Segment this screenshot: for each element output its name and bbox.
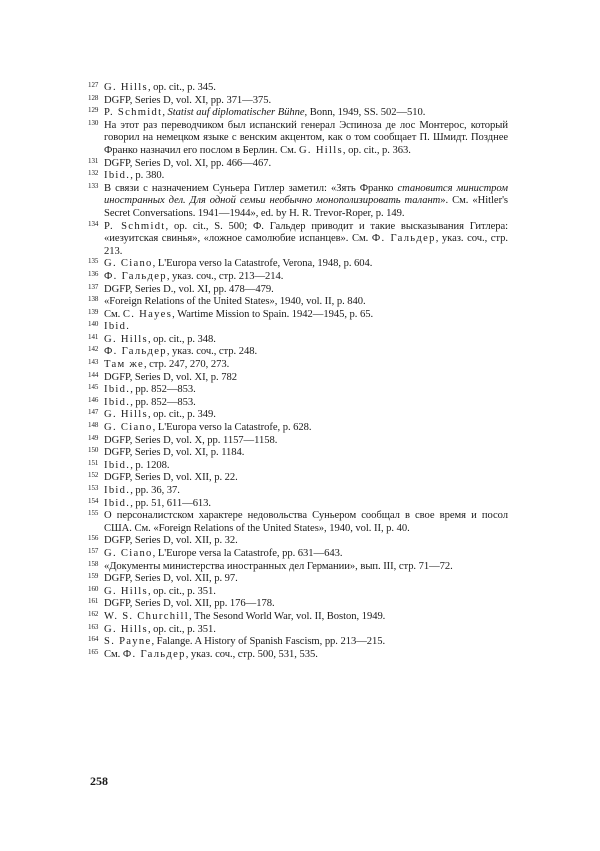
- footnote: [88, 548, 508, 561]
- author-name: G. Hills: [104, 82, 148, 93]
- footnote-number: 154: [88, 496, 99, 505]
- author-name: G. Ciano: [104, 547, 153, 559]
- italic-text: становится министром иностранных дел. Для одной семьи необычно монополизировать талант: [104, 182, 508, 207]
- text-run: «Foreign Relations of the United States», 1940, vol. II, p. 840.: [104, 296, 366, 308]
- footnote-number: 133: [88, 181, 99, 190]
- text-run: , указ. соч., стр. 213—214.: [166, 270, 284, 282]
- author-name: Ibid.: [104, 384, 131, 396]
- footnote: [88, 586, 508, 599]
- text-run: , L'Europa verso la Catastrofe, Verona, 1948, p. 604.: [152, 258, 373, 270]
- footnote: [88, 321, 508, 334]
- footnote: [88, 535, 508, 548]
- footnote-text: [104, 510, 508, 534]
- text-run: , Falange. A History of Spanish Fascism, pp. 213—215.: [151, 636, 386, 648]
- footnote-number: 162: [88, 609, 99, 618]
- author-name: G. Hills: [104, 333, 148, 345]
- text-run: См.: [104, 648, 123, 660]
- footnote: [88, 170, 508, 183]
- italic-text: Statist auf diplomatischer Bühne: [167, 107, 305, 119]
- text-run: , p. 380.: [130, 170, 165, 182]
- footnote: [88, 346, 508, 359]
- footnote-number: 143: [88, 358, 99, 367]
- footnote-text: [104, 422, 311, 433]
- footnote-number: 160: [88, 584, 99, 593]
- footnote-number: 147: [88, 408, 99, 417]
- footnote-text: [104, 82, 216, 93]
- text-run: DGFP, Series D, vol. XII, pp. 176—178.: [104, 598, 275, 610]
- author-name: Ф. Гальдер: [122, 648, 186, 660]
- author-name: Ibid.: [104, 497, 131, 509]
- footnote: [88, 561, 508, 574]
- footnote-text: [104, 372, 237, 383]
- footnote-number: 131: [88, 156, 99, 165]
- text-run: DGFP, Series D, vol. XI, p. 1184.: [104, 447, 245, 459]
- text-run: DGFP, Series D, vol. XI, pp. 466—467.: [104, 157, 272, 169]
- author-name: W. S. Churchill: [104, 610, 190, 622]
- footnote-text: [104, 598, 275, 609]
- footnote-number: 157: [88, 546, 99, 555]
- footnote-number: 163: [88, 622, 99, 631]
- footnote: [88, 82, 508, 95]
- footnote: [88, 258, 508, 271]
- footnote-text: [104, 384, 196, 395]
- footnote: [88, 435, 508, 448]
- footnote-number: 144: [88, 370, 99, 379]
- footnote: [88, 221, 508, 259]
- footnote: [88, 460, 508, 473]
- text-run: , op. cit., p. 345.: [147, 82, 216, 93]
- footnote-number: 140: [88, 320, 99, 329]
- text-run: , op. cit., p. 363.: [342, 144, 411, 156]
- footnote-text: [104, 258, 372, 269]
- footnote: [88, 498, 508, 511]
- footnote: [88, 107, 508, 120]
- text-run: , op. cit., p. 349.: [147, 409, 216, 421]
- footnote: [88, 120, 508, 158]
- text-run: , Wartime Mission to Spain. 1942—1945, p. 65.: [172, 308, 374, 320]
- footnote-number: 161: [88, 597, 99, 606]
- footnote-text: [104, 409, 216, 420]
- footnote-number: 145: [88, 383, 99, 392]
- text-run: , pp. 852—853.: [130, 396, 196, 408]
- footnote-number: 141: [88, 332, 99, 341]
- author-name: C. Hayes: [122, 308, 173, 320]
- footnote-number: 153: [88, 484, 99, 492]
- author-name: G. Ciano: [104, 422, 153, 434]
- footnote: [88, 384, 508, 397]
- author-name: S. Payne: [104, 636, 152, 648]
- text-run: DGFP, Series D, vol. XI, pp. 371—375.: [104, 94, 272, 106]
- footnote-number: 159: [88, 572, 99, 581]
- page-number: 258: [90, 774, 108, 788]
- footnote-number: 148: [88, 421, 99, 430]
- footnote-text: [104, 170, 164, 181]
- author-name: Ibid.: [104, 485, 131, 496]
- footnote-text: [104, 573, 238, 584]
- text-run: , L'Europa verso la Catastrofe, p. 628.: [152, 422, 312, 434]
- text-run: DGFP, Series D, vol. XII, p. 22.: [104, 472, 238, 484]
- footnote-list: [88, 82, 508, 661]
- footnote: [88, 510, 508, 535]
- footnote: [88, 359, 508, 372]
- author-name: G. Hills: [104, 585, 148, 597]
- footnote-text: [104, 120, 508, 156]
- footnote-text: [104, 447, 244, 458]
- footnote-text: [104, 107, 425, 118]
- footnote-text: [104, 435, 277, 446]
- text-run: DGFP, Series D, vol. X, pp. 1157—1158.: [104, 434, 278, 446]
- footnote: [88, 573, 508, 586]
- author-name: Ibid.: [104, 459, 131, 471]
- footnote: [88, 611, 508, 624]
- author-name: Ibid.: [104, 170, 131, 182]
- text-run: , op. cit., p. 351.: [147, 623, 216, 635]
- text-run: «Документы министерства иностранных дел Германии», вып. III, стр. 71—72.: [104, 560, 453, 572]
- author-name: G. Hills: [104, 623, 148, 635]
- footnote-number: 128: [88, 93, 99, 102]
- author-name: P. Schmidt: [104, 220, 166, 232]
- text-run: , p. 1208.: [130, 459, 170, 471]
- footnote-text: [104, 460, 169, 471]
- text-run: В связи с назначением Суньера Гитлер заметил: «Зять Франко: [104, 182, 398, 194]
- footnote-text: [104, 271, 283, 282]
- footnote-text: [104, 649, 318, 660]
- footnote: [88, 158, 508, 171]
- footnote-number: 139: [88, 307, 99, 316]
- footnote-text: [104, 485, 180, 496]
- footnote-text: [104, 561, 453, 572]
- footnote: [88, 422, 508, 435]
- footnote-number: 151: [88, 458, 99, 467]
- footnote-text: [104, 95, 271, 106]
- footnote-number: 136: [88, 269, 99, 278]
- footnote-text: [104, 158, 271, 169]
- footnote-text: [104, 397, 196, 408]
- author-name: Ibid.: [104, 396, 131, 408]
- footnote: [88, 284, 508, 297]
- footnote-number: 138: [88, 295, 99, 304]
- author-name: Ф. Гальдер: [104, 270, 167, 282]
- text-run: , указ. соч., стр. 213.: [104, 233, 508, 257]
- author-name: Ф. Гальдер: [104, 346, 167, 358]
- footnote-text: [104, 334, 216, 345]
- text-run: О персоналистском характере недовольства Суньером сообщал в свое время и посол США. См. «Foreign Relations of the United States», 1940, vol. II, p. 40.: [104, 510, 508, 534]
- text-run: , pp. 852—853.: [130, 384, 196, 396]
- text-run: DGFP, Series D., vol. XI, pp. 478—479.: [104, 283, 274, 295]
- footnote-text: [104, 548, 342, 559]
- author-name: G. Ciano: [104, 258, 153, 270]
- footnote: [88, 183, 508, 221]
- text-run: DGFP, Series D, vol. XII, p. 97.: [104, 573, 238, 585]
- text-run: См.: [104, 308, 123, 320]
- footnote-text: [104, 472, 238, 483]
- text-run: ». См. «Hitler's Secret Conversations. 1941—1944», ed. by H. R. Trevor-Roper, p. 149.: [104, 195, 508, 219]
- footnote: [88, 296, 508, 309]
- footnote: [88, 271, 508, 284]
- text-run: , L'Europe versa la Catastrofe, pp. 631—643.: [152, 547, 343, 559]
- text-run: На этот раз переводчиком был испанский генерал Эспиноза де лос Монтерос, который говорил на немецком языке с венским акцентом, как о том сообщает П. Шмидт. Позднее Франко назначил его послом в Берлин. См.: [104, 119, 508, 156]
- footnote-text: [104, 535, 238, 546]
- footnote-number: 135: [88, 257, 99, 266]
- text-run: , op. cit., p. 351.: [147, 585, 216, 597]
- footnote-number: 164: [88, 635, 99, 644]
- text-run: , стр. 247, 270, 273.: [143, 359, 230, 371]
- footnote: [88, 598, 508, 611]
- footnote-number: 158: [88, 559, 99, 568]
- footnote-text: [104, 296, 366, 307]
- footnote-number: 142: [88, 345, 99, 354]
- footnote: [88, 485, 508, 498]
- text-run: DGFP, Series D, vol. XII, p. 32.: [104, 535, 238, 547]
- text-run: , указ. соч., стр. 500, 531, 535.: [185, 648, 318, 660]
- footnote-text: [104, 586, 216, 597]
- author-name: G. Hills: [104, 409, 148, 421]
- footnote: [88, 309, 508, 322]
- footnote-number: 127: [88, 81, 99, 89]
- footnote: [88, 397, 508, 410]
- footnote-text: [104, 221, 508, 257]
- footnote-number: 165: [88, 647, 99, 656]
- footnote-number: 129: [88, 106, 99, 115]
- footnote: [88, 649, 508, 662]
- footnote: [88, 447, 508, 460]
- footnote: [88, 624, 508, 637]
- author-name: P. Schmidt: [104, 107, 163, 119]
- footnote-text: [104, 321, 130, 332]
- footnote-number: 150: [88, 446, 99, 455]
- text-run: , pp. 51, 611—613.: [130, 497, 212, 509]
- footnote: [88, 636, 508, 649]
- footnote: [88, 95, 508, 108]
- footnote-text: [104, 309, 373, 320]
- footnote-number: 146: [88, 395, 99, 404]
- footnote: [88, 409, 508, 422]
- footnote-text: [104, 498, 211, 509]
- footnote-text: [104, 346, 257, 357]
- footnote-number: 152: [88, 471, 99, 480]
- footnote-text: [104, 359, 229, 370]
- footnote-text: [104, 636, 385, 647]
- footnote-text: [104, 624, 216, 635]
- text-run: , op. cit., p. 348.: [147, 333, 216, 345]
- footnote-number: 134: [88, 219, 99, 228]
- footnote: [88, 372, 508, 385]
- text-run: DGFP, Series D, vol. XI, p. 782: [104, 371, 237, 383]
- author-name: Ibid.: [104, 321, 131, 333]
- footnote: [88, 472, 508, 485]
- text-run: , op. cit., S. 500; Ф. Гальдер приводит и такие высказывания Гитлера: «иезуитская свинья», «ложное самолюбие испанцев». См.: [104, 220, 509, 245]
- footnote-number: 155: [88, 509, 99, 518]
- text-run: , The Sesond World War, vol. II, Boston, 1949.: [189, 610, 386, 622]
- author-name: Ф. Гальдер: [371, 233, 436, 245]
- footnote-number: 132: [88, 169, 99, 178]
- footnote-number: 137: [88, 282, 99, 291]
- footnote-text: [104, 284, 274, 295]
- text-run: , pp. 36, 37.: [130, 485, 180, 496]
- footnote-text: [104, 611, 385, 622]
- text-run: ,: [162, 107, 168, 119]
- text-run: , указ. соч., стр. 248.: [166, 346, 258, 358]
- footnote-number: 156: [88, 534, 99, 543]
- footnote: [88, 334, 508, 347]
- footnote-text: [104, 183, 508, 219]
- author-name: G. Hills: [298, 144, 343, 156]
- footnote-number: 130: [88, 118, 99, 127]
- footnote-number: 149: [88, 433, 99, 442]
- text-run: , Bonn, 1949, SS. 502—510.: [304, 107, 426, 119]
- author-name: Там же: [104, 359, 144, 371]
